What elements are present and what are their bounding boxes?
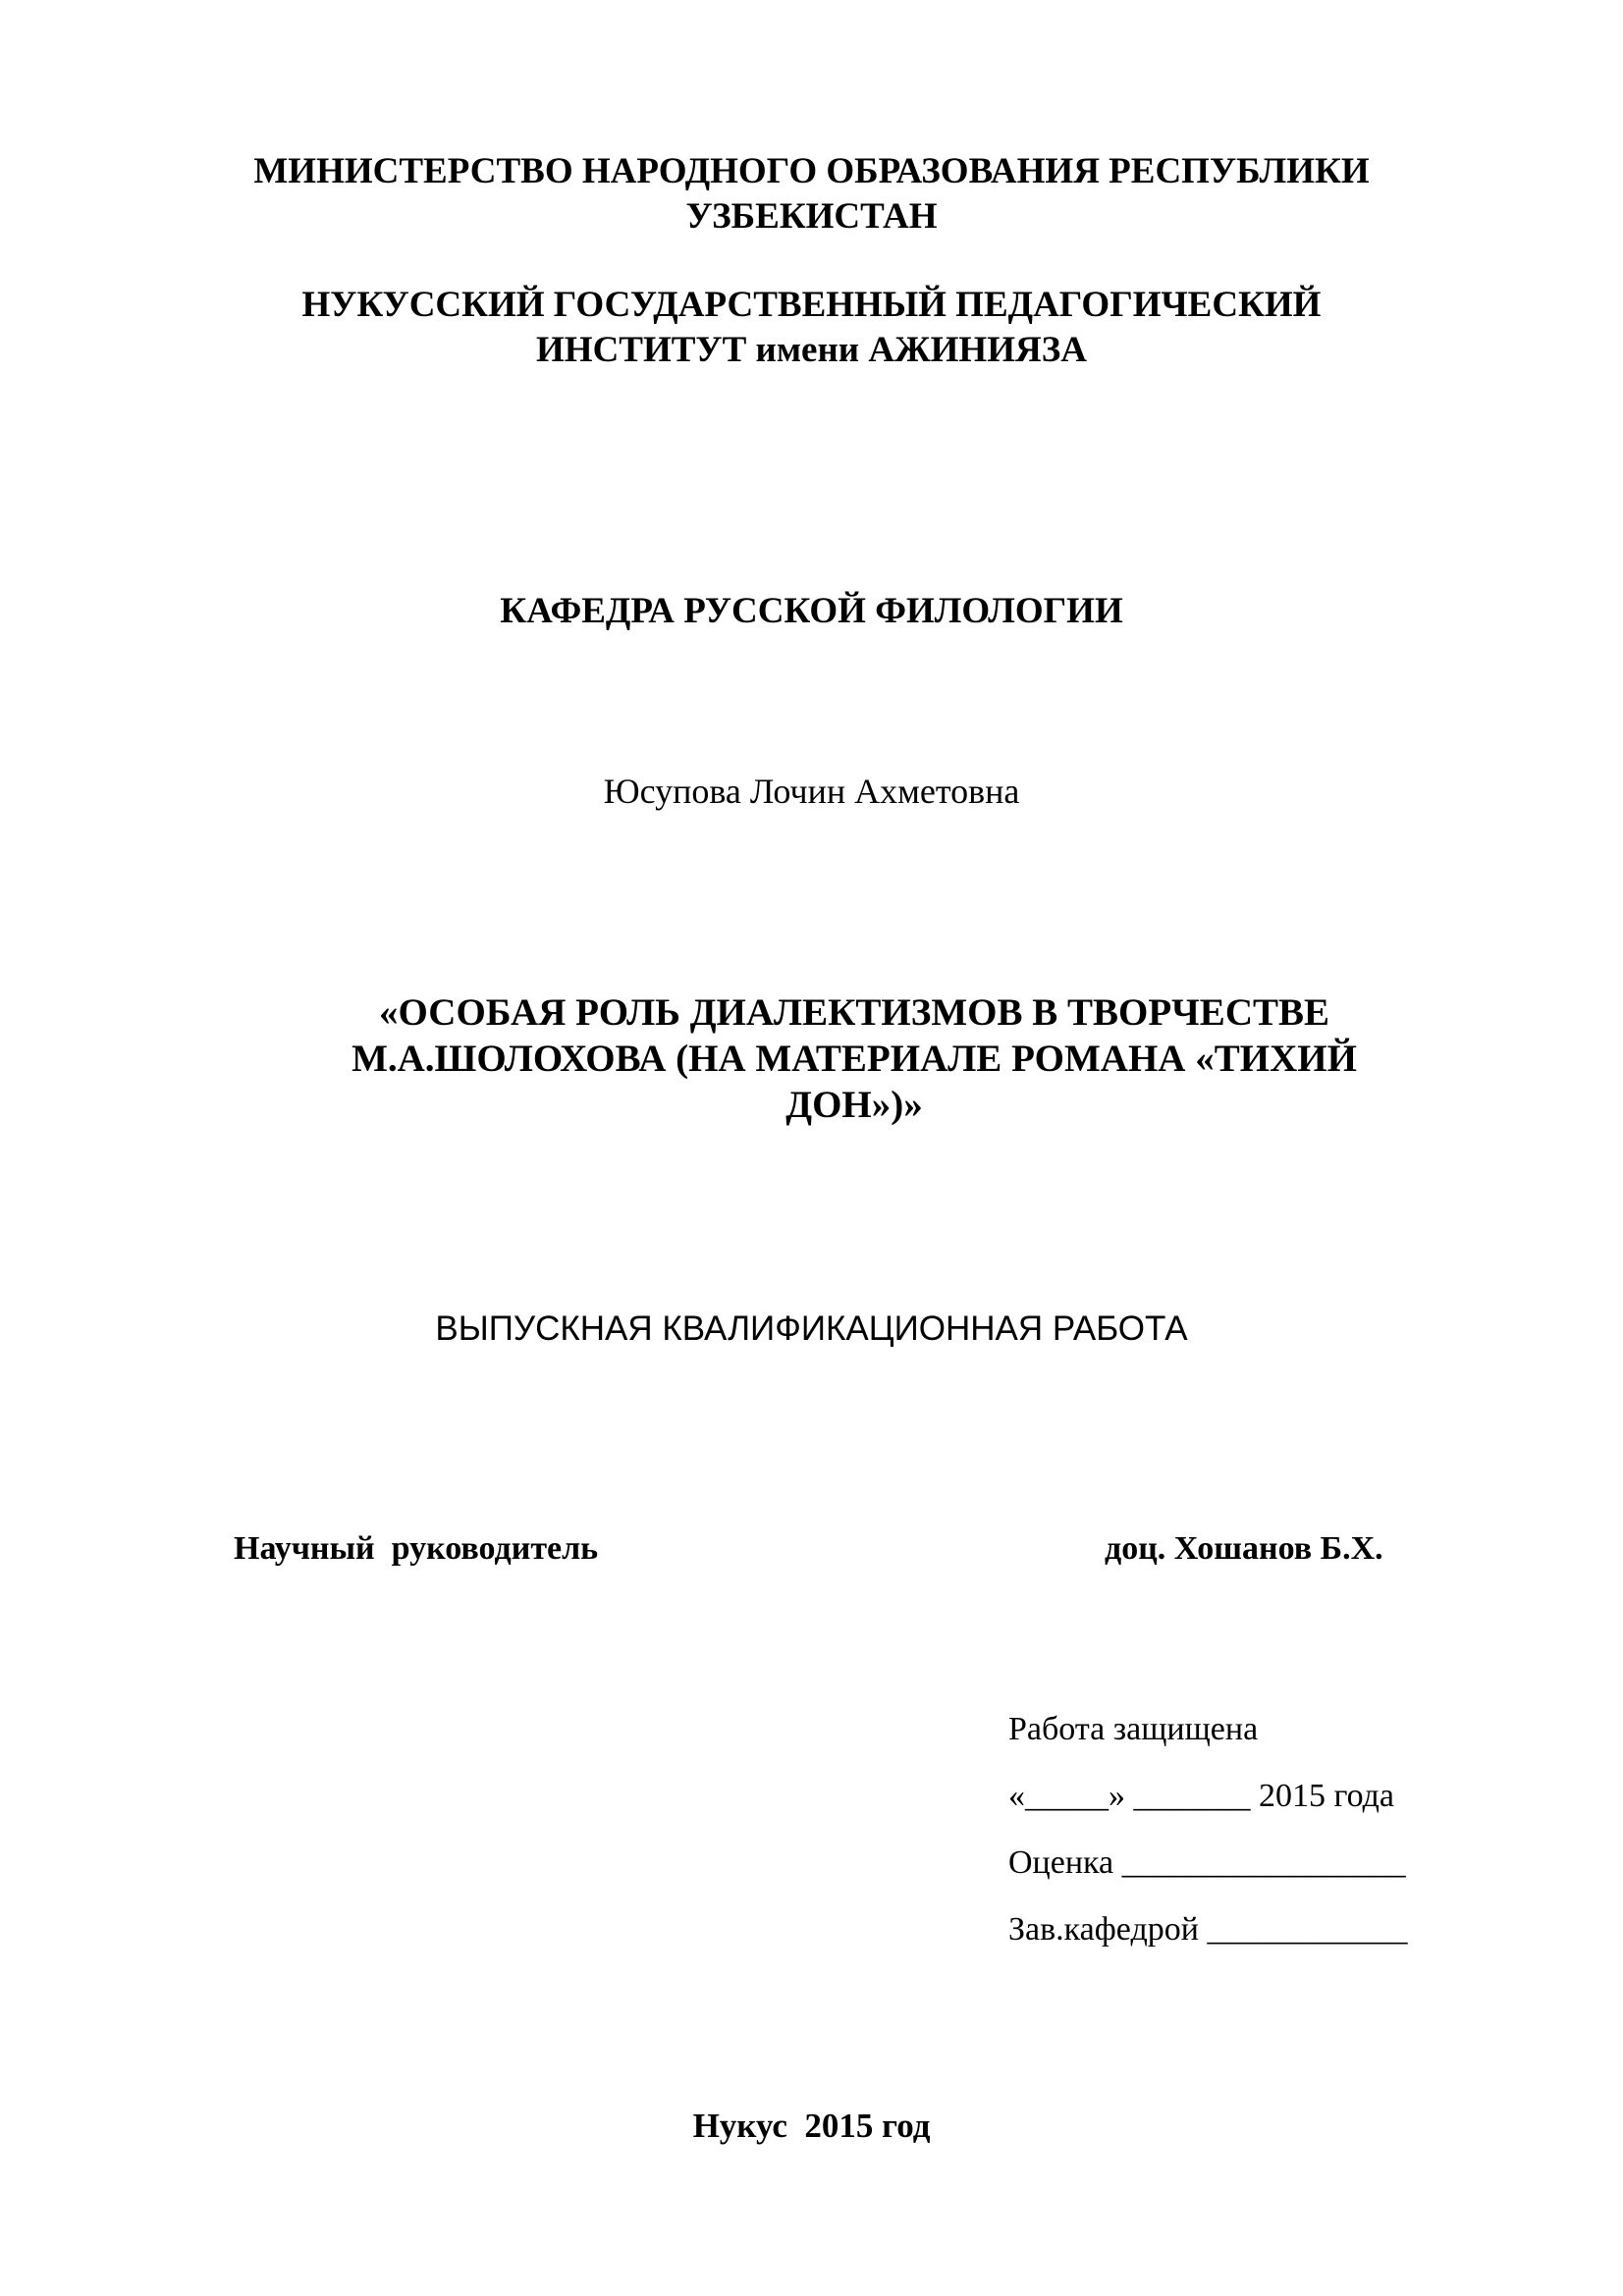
institute-line-1: НУКУССКИЙ ГОСУДАРСТВЕННЫЙ ПЕДАГОГИЧЕСКИЙ: [301, 285, 1322, 325]
institute-line-2: ИНСТИТУТ имени АЖИНИЯЗА: [536, 330, 1087, 370]
city-year: Нукус 2015 год: [692, 2107, 931, 2145]
ministry-line-1: МИНИСТЕРСТВО НАРОДНОГО ОБРАЗОВАНИЯ РЕСПУБЛИКИ: [253, 151, 1370, 191]
defense-date-line: «_____» _______ 2015 года: [1008, 1778, 1395, 1814]
thesis-title: [295, 989, 1414, 1128]
grade-line: Оценка _________________: [1008, 1844, 1406, 1881]
thesis-title-line-1: «ОСОБАЯ РОЛЬ ДИАЛЕКТИЗМОВ В ТВОРЧЕСТВЕ: [378, 991, 1330, 1034]
department-heading: КАФЕДРА РУССКОЙ ФИЛОЛОГИИ: [500, 591, 1123, 631]
department-head-line: Зав.кафедрой ____________: [1008, 1911, 1408, 1948]
work-type: ВЫПУСКНАЯ КВАЛИФИКАЦИОННАЯ РАБОТА: [435, 1309, 1188, 1348]
defense-status: Работа защищена: [1008, 1711, 1259, 1747]
ministry-line-2: УЗБЕКИСТАН: [685, 196, 938, 237]
supervisor-label: Научный руководитель: [234, 1530, 599, 1567]
thesis-title-line-2: М.А.ШОЛОХОВА (НА МАТЕРИАЛЕ РОМАНА «ТИХИЙ: [352, 1038, 1357, 1080]
ministry-heading: [0, 149, 1623, 240]
thesis-title-line-3: ДОН»)»: [785, 1084, 923, 1126]
institute-heading: [0, 283, 1623, 373]
supervisor-name: доц. Хошанов Б.Х.: [1105, 1530, 1383, 1567]
author-name: Юсупова Лочин Ахметовна: [603, 772, 1020, 811]
